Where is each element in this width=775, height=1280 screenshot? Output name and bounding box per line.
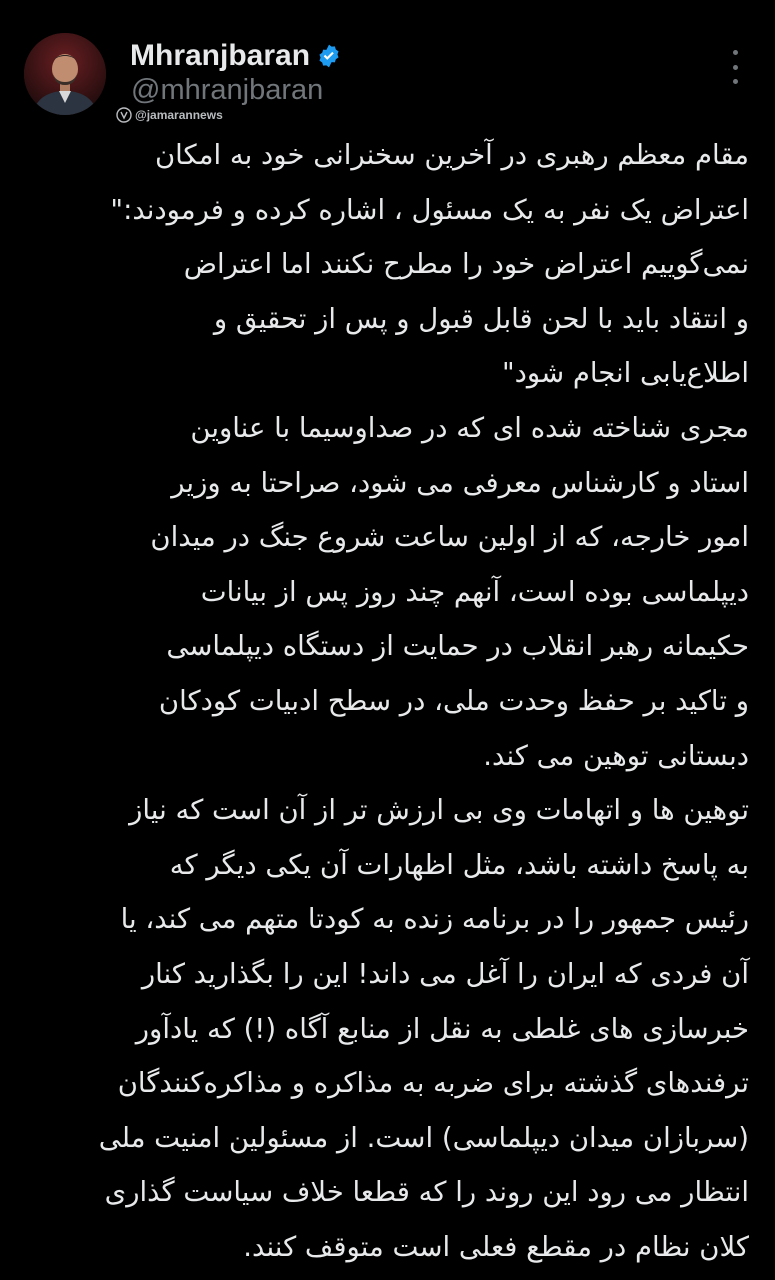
tweet-line: ترفندهای گذشته برای ضربه به مذاکره و مذاکره‌کنندگان <box>117 1067 749 1100</box>
tweet-line: (سربازان میدان دیپلماسی) است. از مسئولین امنیت ملی <box>98 1121 749 1154</box>
tweet-line: مقام معظم رهبری در آخرین سخنرانی خود به امکان <box>154 139 749 171</box>
tweet-line: و انتقاد باید با لحن قابل قبول و پس از تحقیق و <box>213 302 749 335</box>
tweet-line: توهین ها و اتهامات وی بی ارزش تر از آن است که نیاز <box>129 794 749 827</box>
watermark <box>116 107 223 123</box>
tweet-line: کلان نظام در مقطع فعلی است متوقف کنند. <box>243 1230 749 1263</box>
tweet-line: مجری شناخته شده ای که در صداوسیما با عناوین <box>190 411 749 444</box>
tweet-line: نمی‌گوییم اعتراض خود را مطرح نکنند اما اعتراض <box>183 248 749 281</box>
more-options-icon-dot <box>733 65 738 70</box>
more-options-icon <box>733 50 738 55</box>
tweet-line: به پاسخ داشته باشد، مثل اظهارات آن یکی دیگر که <box>169 848 749 881</box>
tweet-line: امور خارجه، که از اولین ساعت شروع جنگ در میدان <box>150 521 749 554</box>
jamaran-logo-icon <box>116 107 132 123</box>
tweet-text <box>24 128 749 1274</box>
author-display-name[interactable]: Mhranjbaran <box>130 39 311 72</box>
tweet-line: حکیمانه رهبر انقلاب در حمایت از دستگاه دیپلماسی <box>166 630 749 663</box>
author-handle[interactable]: @mhranjbaran <box>131 74 324 106</box>
tweet-line: اطلاع‌یابی انجام شود" <box>501 357 749 390</box>
watermark-text: @jamarannews <box>135 108 223 122</box>
tweet-line: آن فردی که ایران را آغل می داند! این را بگذارید کنار <box>141 957 749 990</box>
avatar[interactable] <box>24 33 106 115</box>
tweet-line: و تاکید بر حفظ وحدت ملی، در سطح ادبیات کودکان <box>158 684 749 717</box>
avatar-photo-icon <box>24 33 106 115</box>
verified-badge-icon <box>316 43 342 69</box>
author-name-row[interactable] <box>130 36 342 76</box>
tweet-line: استاد و کارشناس معرفی می شود، صراحتا به وزیر <box>171 466 749 499</box>
tweet-line: اعتراض یک نفر به یک مسئول ، اشاره کرده و فرمودند:" <box>110 193 749 226</box>
more-options-button[interactable] <box>720 50 750 84</box>
tweet-line: دیپلماسی بوده است، آنهم چند روز پس از بیانات <box>200 575 749 608</box>
tweet-line: رئیس جمهور را در برنامه زنده به کودتا متهم می کند، یا <box>120 903 749 936</box>
tweet-line: خبرسازی های غلطی به نقل از منابع آگاه (!) که یادآور <box>135 1012 749 1045</box>
more-options-icon-dot <box>733 79 738 84</box>
tweet-line: انتظار می رود این روند را که قطعا خلاف سیاست گذاری <box>104 1176 749 1209</box>
tweet-line: دبستانی توهین می کند. <box>483 739 749 772</box>
